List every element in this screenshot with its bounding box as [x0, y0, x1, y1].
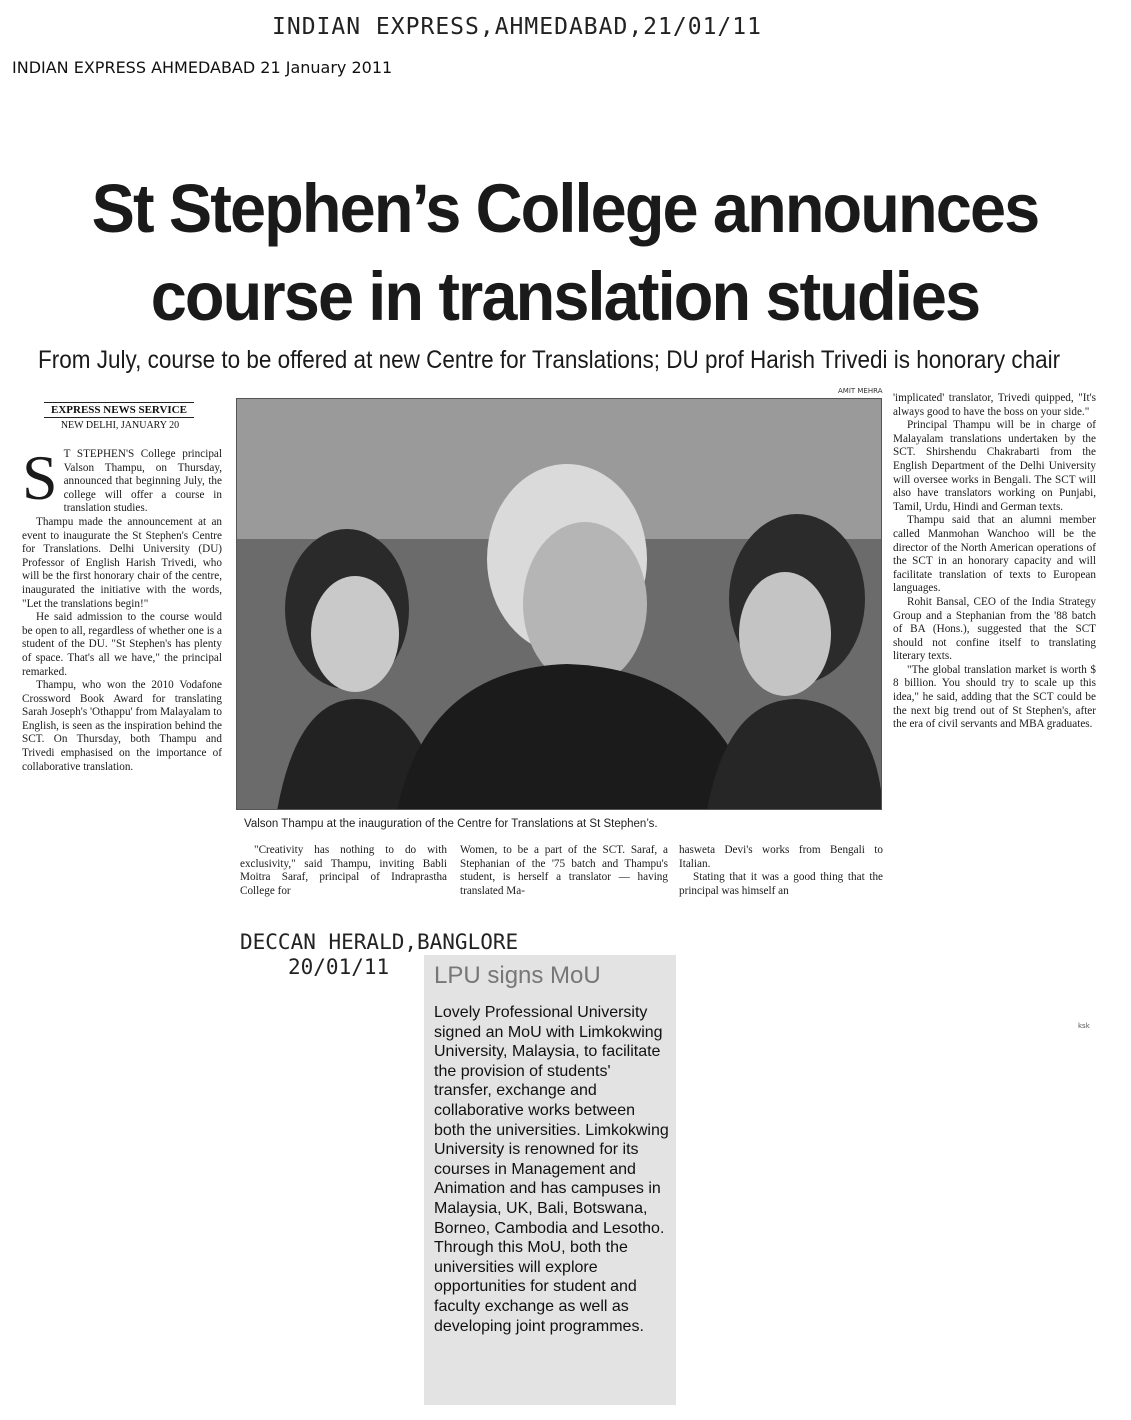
lpu-body: Lovely Professional University signed an MoU with Limkokwing University, Malaysia, to facilitate the provision of students' transfer, exchange and collaborative works between both the universities. Limkokwing University is renowned for its courses in Management and Animation and has campuses in Malaysia, UK, Bali, Botswana, Borneo, Cambodia and Lesotho. Through this MoU, both the universities will explore opportunities for student and faculty exchange as well as developing joint programmes.: [434, 1004, 669, 1335]
paragraph: Thampu, who won the 2010 Vodafone Crossword Book Award for translating Sarah Joseph's 'Othappu' from Malayalam to English, is seen as the inspiration behind the SCT. On Thursday, both Thampu and Trivedi emphasised on the importance of collaborative translation.: [22, 679, 222, 773]
paragraph: Thampu said that an alumni member called Manmohan Wanchoo will be the director of the North American operations of the SCT in an honorary capacity and will facilitate translation of texts to European languages.: [893, 514, 1096, 595]
source-line: INDIAN EXPRESS AHMEDABAD 21 January 2011: [12, 58, 393, 77]
paragraph: 'implicated' translator, Trivedi quipped, "It's always good to have the boss on your side.": [893, 392, 1096, 418]
drop-cap: S: [22, 442, 58, 513]
dateline: NEW DELHI, JANUARY 20: [60, 420, 180, 431]
photo-caption: Valson Thampu at the inauguration of the Centre for Translations at St Stephen’s.: [244, 818, 658, 830]
article-bottom-column-1: [240, 844, 447, 898]
paragraph: Principal Thampu will be in charge of Malayalam translations undertaken by the SCT. Shirshendu Chakrabarti from the English Department of the Delhi University will oversee works in Bengali. The SCT will also have translators working on Punjabi, Tamil, Urdu, Hindi and German texts.: [893, 419, 1096, 513]
margin-mark: ksk: [1078, 1022, 1090, 1030]
subhead: From July, course to be offered at new Centre for Translations; DU prof Harish Trivedi is honorary chair: [38, 346, 1061, 374]
headline-line-1: St Stephen’s College announces: [91, 170, 1039, 247]
article-bottom-column-3: [679, 844, 883, 898]
photo-illustration: [237, 399, 882, 810]
byline: EXPRESS NEWS SERVICE: [44, 402, 194, 418]
stamp-line-1: DECCAN HERALD,BANGLORE: [240, 930, 519, 954]
news-photo: [236, 398, 882, 810]
headline: [62, 165, 1068, 341]
paragraph: Rohit Bansal, CEO of the India Strategy Group and a Stephanian from the '88 batch of BA (Hons.), suggested that the SCT should not confine itself to translating literary texts.: [893, 595, 1096, 663]
paragraph: "Creativity has nothing to do with exclusivity," said Thampu, inviting Babli Moitra Saraf, principal of Indraprastha College for: [240, 844, 447, 897]
article-bottom-column-2: [460, 844, 668, 898]
article-column-1: [22, 442, 222, 774]
paragraph: T STEPHEN'S College principal Valson Thampu, on Thursday, announced that beginning July, the college will offer a course in translation studies.: [63, 448, 222, 515]
stamp-line-2: 20/01/11: [288, 955, 390, 979]
photo-credit: AMIT MEHRA: [838, 387, 883, 395]
article-column-right: [893, 392, 1096, 732]
paragraph: Women, to be a part of the SCT. Saraf, a Stephanian of the '75 batch and Thampu's student, is herself a translator — having translated Ma-: [460, 844, 668, 897]
headline-line-2: course in translation studies: [150, 258, 980, 335]
paragraph: hasweta Devi's works from Bengali to Italian.: [679, 844, 883, 870]
paragraph: Stating that it was a good thing that the principal was himself an: [679, 871, 883, 897]
paragraph: "The global translation market is worth $ 8 billion. You should try to scale up this idea," he said, adding that the SCT could be the next big trend out of St Stephen's, after the era of civil servants and MBA graduates.: [893, 663, 1096, 731]
newspaper-stamp-top: INDIAN EXPRESS,AHMEDABAD,21/01/11: [272, 14, 762, 40]
paragraph: Thampu made the announcement at an event to inaugurate the St Stephen's Centre for Translations. Delhi University (DU) Professor of English Harish Trivedi, who will be the first honorary chair of the centre, inaugurated the initiative with the words, "Let the translations begin!": [22, 515, 222, 610]
paragraph: He said admission to the course would be open to all, regardless of whether one is a student of the DU. "St Stephen's has plenty of space. That's all we have," the principal remarked.: [22, 611, 222, 678]
lpu-title: LPU signs MoU: [434, 962, 601, 989]
